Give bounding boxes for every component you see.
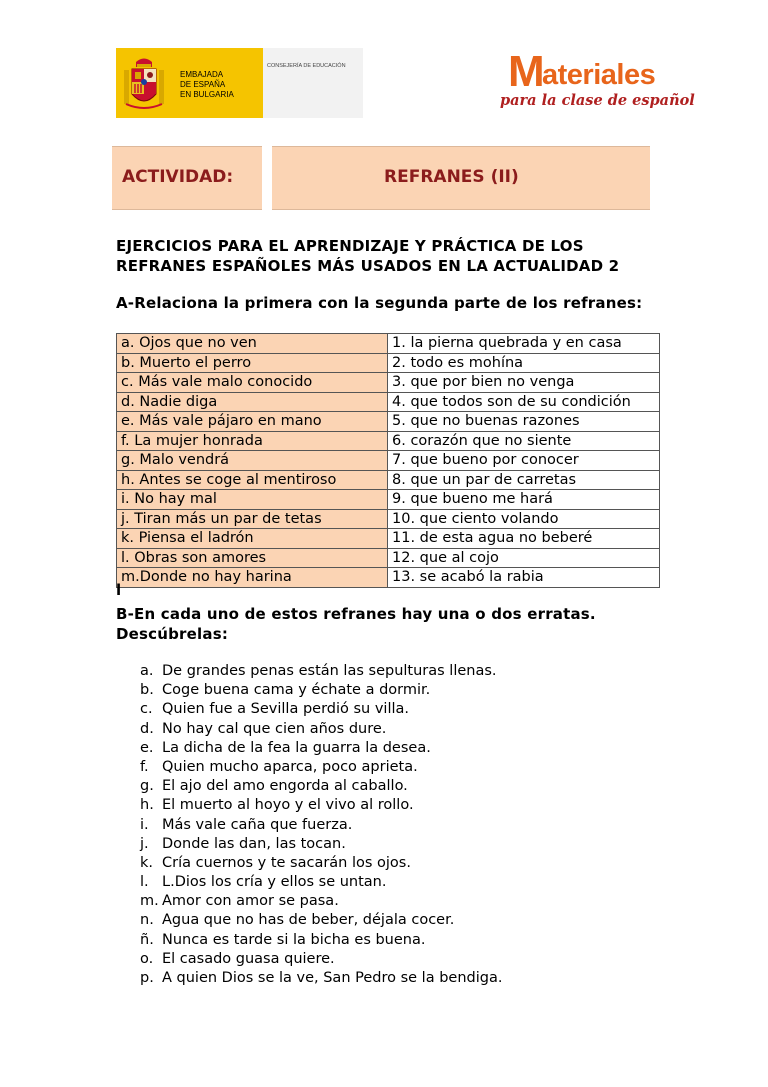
refran-text: El ajo del amo engorda al caballo. (162, 778, 408, 795)
refran-text: Coge buena cama y échate a dormir. (162, 682, 431, 699)
table-row (117, 490, 660, 510)
list-item (140, 739, 502, 758)
refran-text: L.Dios los cría y ellos se untan. (162, 874, 387, 891)
refran-text: A quien Dios se la ve, San Pedro se la bendiga. (162, 970, 503, 986)
list-marker: n. (140, 912, 154, 929)
activity-label-cell (112, 146, 262, 210)
consejeria-label: CONSEJERÍA DE EDUCACIÓN (267, 63, 346, 69)
refran-second-part: 5. que no buenas razones (388, 412, 660, 432)
refran-text: Quien fue a Sevilla perdió su villa. (162, 701, 410, 718)
materiales-logo (492, 47, 695, 124)
activity-title: REFRANES (II) (384, 167, 519, 187)
list-marker: p. (140, 970, 154, 986)
refran-first-part: k. Piensa el ladrón (117, 529, 388, 549)
list-item (140, 796, 502, 815)
refran-text: Quien mucho aparca, poco aprieta. (162, 758, 418, 775)
table-row (117, 431, 660, 451)
refran-second-part: 11. de esta agua no beberé (388, 529, 660, 549)
refran-text: Donde las dan, las tocan. (162, 835, 346, 852)
refran-text: Agua que no has de beber, déjala cocer. (162, 912, 455, 929)
list-marker: ñ. (140, 931, 154, 948)
table-row (117, 412, 660, 432)
refran-first-part: j. Tiran más un par de tetas (117, 509, 388, 529)
refranes-matching-table (116, 333, 660, 588)
refran-first-part: c. Más vale malo conocido (117, 373, 388, 393)
refran-second-part: 6. corazón que no siente (388, 431, 660, 451)
list-item (140, 969, 502, 988)
activity-title-cell (272, 146, 650, 210)
list-item (140, 758, 502, 777)
activity-bar (112, 146, 650, 208)
refran-first-part: d. Nadie diga (117, 392, 388, 412)
list-marker: k. (140, 854, 154, 871)
refran-first-part: m.Donde no hay harina (117, 568, 388, 588)
section-a-title: A-Relaciona la primera con la segunda parte de los refranes: (116, 294, 643, 312)
refran-second-part: 2. todo es mohína (388, 353, 660, 373)
errata-list (140, 662, 502, 988)
refran-second-part: 10. que ciento volando (388, 509, 660, 529)
list-marker: h. (140, 797, 154, 814)
intro-heading-line-1: EJERCICIOS PARA EL APRENDIZAJE Y PRÁCTICA DE LOS (116, 237, 584, 255)
list-marker: c. (140, 701, 153, 718)
stray-character: l (116, 581, 122, 599)
refran-second-part: 9. que bueno me hará (388, 490, 660, 510)
table-row (117, 392, 660, 412)
refran-second-part: 12. que al cojo (388, 548, 660, 568)
activity-label: ACTIVIDAD: (122, 167, 234, 187)
table-row (117, 509, 660, 529)
list-item (140, 892, 502, 911)
list-item (140, 854, 502, 873)
list-marker: g. (140, 778, 154, 795)
table-row (117, 568, 660, 588)
table-row (117, 451, 660, 471)
list-marker: i. (140, 816, 149, 833)
refran-first-part: a. Ojos que no ven (117, 334, 388, 354)
refran-text: Nunca es tarde si la bicha es buena. (162, 931, 426, 948)
list-marker: f. (140, 758, 149, 775)
refran-second-part: 4. que todos son de su condición (388, 392, 660, 412)
list-item (140, 777, 502, 796)
refran-text: El muerto al hoyo y el vivo al rollo. (162, 797, 414, 814)
embassy-name (180, 70, 234, 100)
refran-first-part: b. Muerto el perro (117, 353, 388, 373)
table-row (117, 373, 660, 393)
list-marker: j. (140, 835, 149, 852)
refran-second-part: 13. se acabó la rabia (388, 568, 660, 588)
list-marker: e. (140, 739, 154, 756)
materiales-initial: M (508, 47, 545, 96)
refran-text: De grandes penas están las sepulturas llenas. (162, 663, 497, 679)
list-item (140, 720, 502, 739)
list-marker: m. (140, 893, 159, 910)
list-marker: o. (140, 950, 154, 967)
refran-second-part: 7. que bueno por conocer (388, 451, 660, 471)
refran-text: La dicha de la fea la guarra la desea. (162, 739, 431, 756)
refran-text: Cría cuernos y te sacarán los ojos. (162, 854, 411, 871)
refran-first-part: e. Más vale pájaro en mano (117, 412, 388, 432)
embassy-line-2: DE ESPAÑA (180, 80, 226, 89)
table-row (117, 548, 660, 568)
consejeria-panel (263, 48, 363, 118)
list-item (140, 681, 502, 700)
materiales-tagline: para la clase de español (500, 92, 695, 109)
refran-second-part: 3. que por bien no venga (388, 373, 660, 393)
list-item (140, 950, 502, 969)
refran-first-part: l. Obras son amores (117, 548, 388, 568)
intro-heading-line-2: REFRANES ESPAÑOLES MÁS USADOS EN LA ACTUALIDAD 2 (116, 257, 620, 275)
list-item (140, 700, 502, 719)
refran-text: El casado guasa quiere. (162, 950, 335, 967)
table-row (117, 334, 660, 354)
refran-text: Más vale caña que fuerza. (162, 816, 353, 833)
refran-first-part: h. Antes se coge al mentiroso (117, 470, 388, 490)
refran-text: No hay cal que cien años dure. (162, 720, 387, 737)
refran-second-part: 1. la pierna quebrada y en casa (388, 334, 660, 354)
table-row (117, 353, 660, 373)
list-item (140, 931, 502, 950)
list-marker: b. (140, 682, 154, 699)
embassy-logo-background (116, 48, 263, 118)
embassy-logo (116, 48, 363, 118)
spain-crest-icon (122, 56, 166, 112)
embassy-line-1: EMBAJADA (180, 70, 224, 79)
table-row (117, 470, 660, 490)
list-item (140, 873, 502, 892)
list-marker: a. (140, 663, 154, 679)
refran-text: Amor con amor se pasa. (162, 893, 339, 910)
refran-first-part: i. No hay mal (117, 490, 388, 510)
refran-second-part: 8. que un par de carretas (388, 470, 660, 490)
table-row (117, 529, 660, 549)
list-marker: d. (140, 720, 154, 737)
embassy-line-3: EN BULGARIA (180, 90, 234, 99)
materiales-word: ateriales (542, 59, 656, 91)
section-b-title-line-2: Descúbrelas: (116, 625, 229, 643)
refran-first-part: f. La mujer honrada (117, 431, 388, 451)
section-b-title-line-1: B-En cada uno de estos refranes hay una o dos erratas. (116, 605, 596, 623)
list-item (140, 835, 502, 854)
list-marker: l. (140, 874, 149, 891)
refran-first-part: g. Malo vendrá (117, 451, 388, 471)
list-item (140, 816, 502, 835)
list-item (140, 911, 502, 930)
list-item (140, 662, 502, 681)
